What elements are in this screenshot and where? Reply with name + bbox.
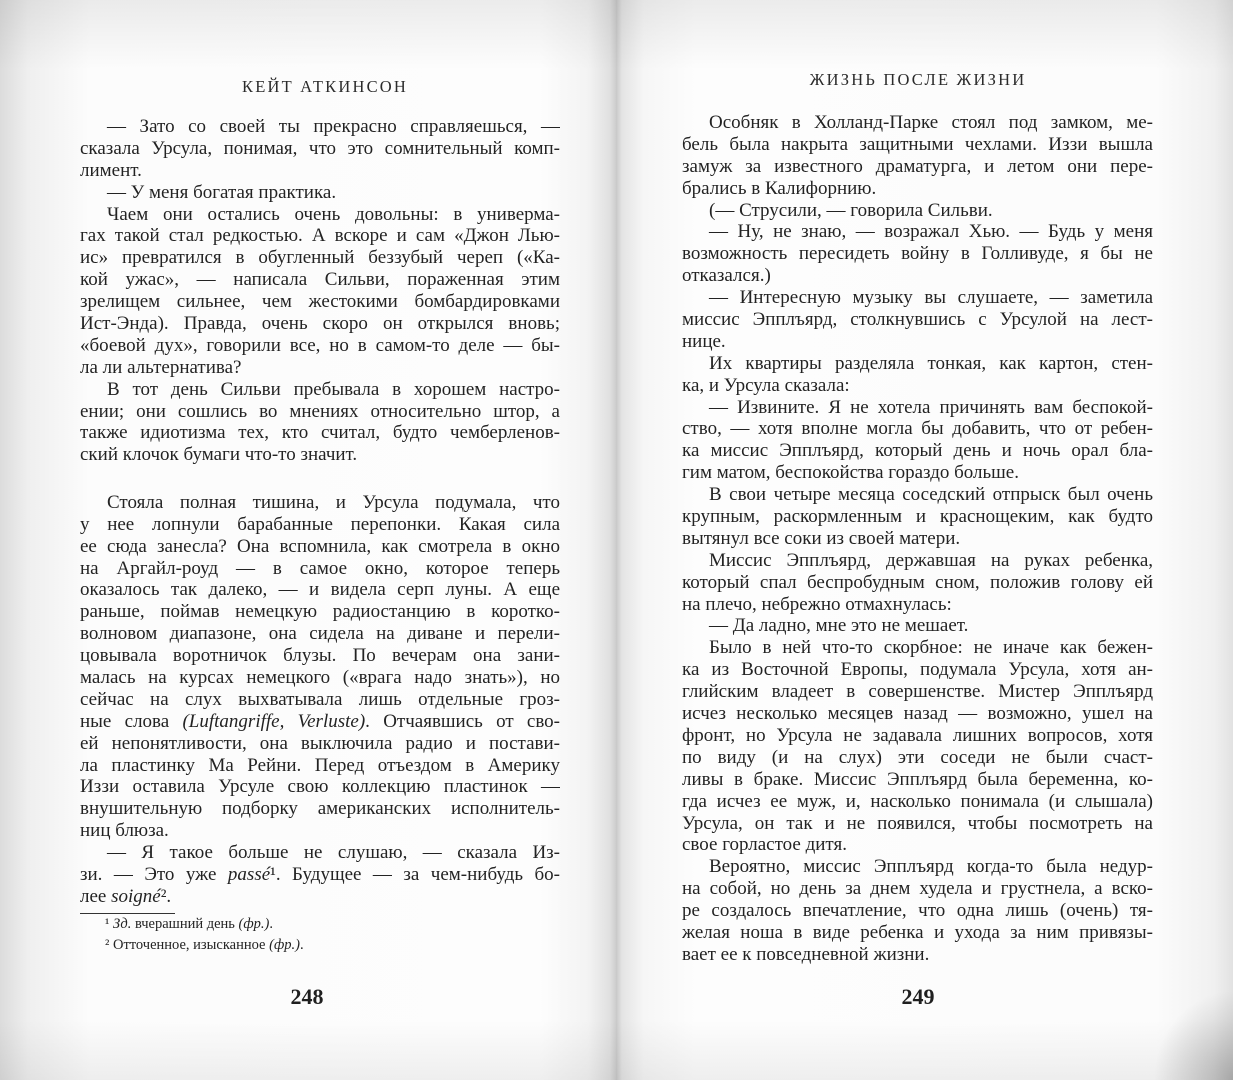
text-line: на плечо, небрежно отмахнулась: (682, 593, 952, 615)
text-line: сказала Урсула, понимая, что это сомнительный комп- (80, 137, 560, 159)
text-line: бель была накрыта защитными чехлами. Иззи вышла (682, 133, 1153, 155)
text-line: гим матом, беспокойства гораздо больше. (682, 462, 1019, 484)
text-line: желая ноша в виде ребенка и ухода за ним привязы- (682, 921, 1153, 943)
text-line: Стояла полная тишина, и Урсула подумала, что (107, 491, 560, 513)
italic-text: (фр.) (238, 915, 270, 932)
text-line: на Аргайл-роуд — в самое окно, которое теперь (80, 557, 560, 579)
footnote (80, 935, 560, 957)
text-line: — Ну, не знаю, — возражал Хью. — Будь у меня (709, 221, 1153, 243)
text-line (80, 711, 560, 733)
right-page-text (682, 112, 1153, 966)
text-line: Миссис Эпплъярд, державшая на руках ребенка, (709, 549, 1153, 571)
text-line: сейчас на слух выхватывала лишь отдельные гроз- (80, 688, 560, 710)
text-line: оказалось так далеко, — и видела серп луны. А еще (80, 579, 560, 601)
text-line (80, 886, 560, 908)
text-segment: ные слова (80, 710, 183, 732)
text-line: ее сюда занесла? Она вспомнила, как смотрела в окно (80, 535, 560, 557)
left-page-text (80, 116, 560, 957)
text-line: ка, и Урсула сказала: (682, 374, 850, 396)
text-line: на собой, но день за днем худела и грустнела, а вско- (682, 878, 1153, 900)
text-line: ский клочок бумаги что-то значит. (80, 444, 358, 466)
text-line: малась на курсах немецкого («врага надо знать»), но (80, 666, 560, 688)
text-line: лимент. (80, 159, 142, 181)
section-break (80, 466, 560, 492)
text-line: фронт, но Урсула не задавала лишних вопросов, хотя (682, 724, 1153, 746)
text-line: кой ужас», — написала Сильви, пораженная этим (80, 269, 560, 291)
text-line: брались в Калифорнию. (682, 177, 877, 199)
text-line: Ист-Энда). Правда, очень скоро он открылся вновь; (80, 313, 560, 335)
text-segment: зи. — Это уже (80, 863, 228, 885)
page-number-left: 248 (290, 984, 324, 1009)
text-segment: ². (160, 885, 172, 907)
text-line: отказался.) (682, 265, 771, 287)
text-line: ливы в браке. Миссис Эпплъярд была беременна, ко- (682, 768, 1153, 790)
text-segment: . Отчаявшись от сво- (365, 710, 560, 732)
text-line: крупным, раскормленным и краснощеким, как будто (682, 506, 1153, 528)
text-line: Урсула, он так и не появился, чтобы посмотреть на (682, 812, 1153, 834)
italic-text: (фр.) (269, 937, 300, 954)
text-line: ла пластинку Ма Рейни. Перед отъездом в Америку (80, 754, 560, 776)
text-line (80, 864, 560, 886)
text-line: Было в ней что-то скорбное: не иначе как бежен- (709, 637, 1153, 659)
text-line: «боевой дух», говорили все, но в самом-то деле — бы- (80, 334, 560, 356)
text-line: раньше, поймав немецкую радиостанцию в коротко- (80, 601, 560, 623)
text-line: вает ее к повседневной жизни. (682, 943, 930, 965)
text-line: ении; они сошлись во мнениях относительно штор, а (80, 400, 560, 422)
text-line: вытянул все соки из своей матери. (682, 527, 961, 549)
text-line: Их квартиры разделяла тонкая, как картон, стен- (709, 352, 1153, 374)
text-segment: вчерашний день (131, 915, 239, 932)
text-line: который спал беспробудным сном, положив голову ей (682, 571, 1153, 593)
text-segment: . (269, 915, 273, 932)
text-line: — Да ладно, мне это не мешает. (709, 615, 969, 637)
text-line: возможность пересидеть войну в Голливуде, я бы не (682, 243, 1153, 265)
text-line: у нее лопнули барабанные перепонки. Какая сила (80, 513, 560, 535)
text-line: ис» превратился в обугленный беззубый череп («Ка- (80, 247, 560, 269)
text-line: ре создалось впечатление, что одна лишь (очень) тя- (682, 900, 1153, 922)
text-line: — Интересную музыку вы слушаете, — заметила (709, 287, 1153, 309)
italic-text: soigné (111, 885, 161, 907)
text-line: исчез несколько месяцев назад — возможно, ушел на (682, 703, 1153, 725)
text-line: миссис Эпплъярд, столкнувшись с Урсулой на лест- (682, 309, 1153, 331)
italic-text: passé (227, 863, 271, 885)
italic-text: (Luftangriffe, Verluste) (182, 710, 366, 732)
text-line: Особняк в Холланд-Парке стоял под замком, ме- (709, 112, 1153, 133)
text-line: свое горластое дитя. (682, 834, 847, 856)
page-number-right: 249 (901, 984, 935, 1009)
text-line: нице. (682, 330, 726, 352)
running-head-author: КЕЙТ АТКИНСОН (241, 77, 409, 96)
text-line: ниц блюза. (80, 820, 169, 842)
text-line: зрелищем сильнее, чем жестокими бомбардировками (80, 291, 560, 313)
text-line: ка миссис Эпплъярд, который день и ночь орал бла- (682, 440, 1153, 462)
text-line: также идиотизма тех, кто считал, будто чемберленов- (80, 422, 560, 444)
text-line: по виду (и на слух) эти соседи не были счаст- (682, 746, 1153, 768)
text-line: В тот день Сильви пребывала в хорошем настро- (107, 378, 560, 400)
text-line: В свои четыре месяца соседский отпрыск был очень (709, 484, 1153, 506)
text-segment: лее (80, 885, 112, 907)
text-line: гах такой стал редкостью. А вскоре и сам «Джон Лью- (80, 225, 560, 247)
text-line: — Извините. Я не хотела причинять вам беспокой- (709, 396, 1153, 418)
text-line: ей непонятливости, она выключила радио и постави- (80, 732, 560, 754)
text-line: гда исчез ее муж, и, насколько понимала (и слышала) (682, 790, 1153, 812)
text-line: — Зато со своей ты прекрасно справляешься, — (107, 116, 560, 137)
text-line: Иззи оставила Урсуле свою коллекцию пластинок — (80, 776, 560, 798)
footnote (80, 914, 560, 936)
text-segment: . (299, 937, 304, 954)
text-line: Вероятно, миссис Эпплъярд когда-то была недур- (709, 856, 1153, 878)
text-line: замуж за известного драматурга, и летом они пере- (682, 155, 1153, 177)
text-line: — У меня богатая практика. (107, 181, 337, 203)
text-line: ство, — хотя вполне могла бы добавить, что от ребен- (682, 418, 1153, 440)
text-line: ка из Восточной Европы, подумала Урсула, хотя ан- (682, 659, 1153, 681)
italic-text: Зд. (112, 915, 132, 932)
running-head-title: ЖИЗНЬ ПОСЛЕ ЖИЗНИ (809, 70, 1027, 89)
text-line: волновом диапазоне, она сидела на диване и перели- (80, 623, 560, 645)
text-line: внушительную подборку американских исполнитель- (80, 798, 560, 820)
text-segment: ¹. Будущее — за чем-нибудь бо- (270, 863, 560, 885)
text-line: цовывала воротничок блузы. По вечерам она зани- (80, 645, 560, 667)
text-line: ла ли альтернатива? (80, 356, 242, 378)
text-line: Чаем они остались очень довольны: в универма- (107, 203, 560, 225)
text-line: (— Струсили, — говорила Сильви. (709, 199, 993, 221)
text-line: — Я такое больше не слушаю, — сказала Из- (107, 842, 560, 864)
text-segment: ² Отточенное, изысканное (105, 937, 270, 954)
text-line: глийским владеет в совершенстве. Мистер Эпплъярд (682, 681, 1153, 703)
footnote-marker: ¹ (105, 915, 113, 932)
